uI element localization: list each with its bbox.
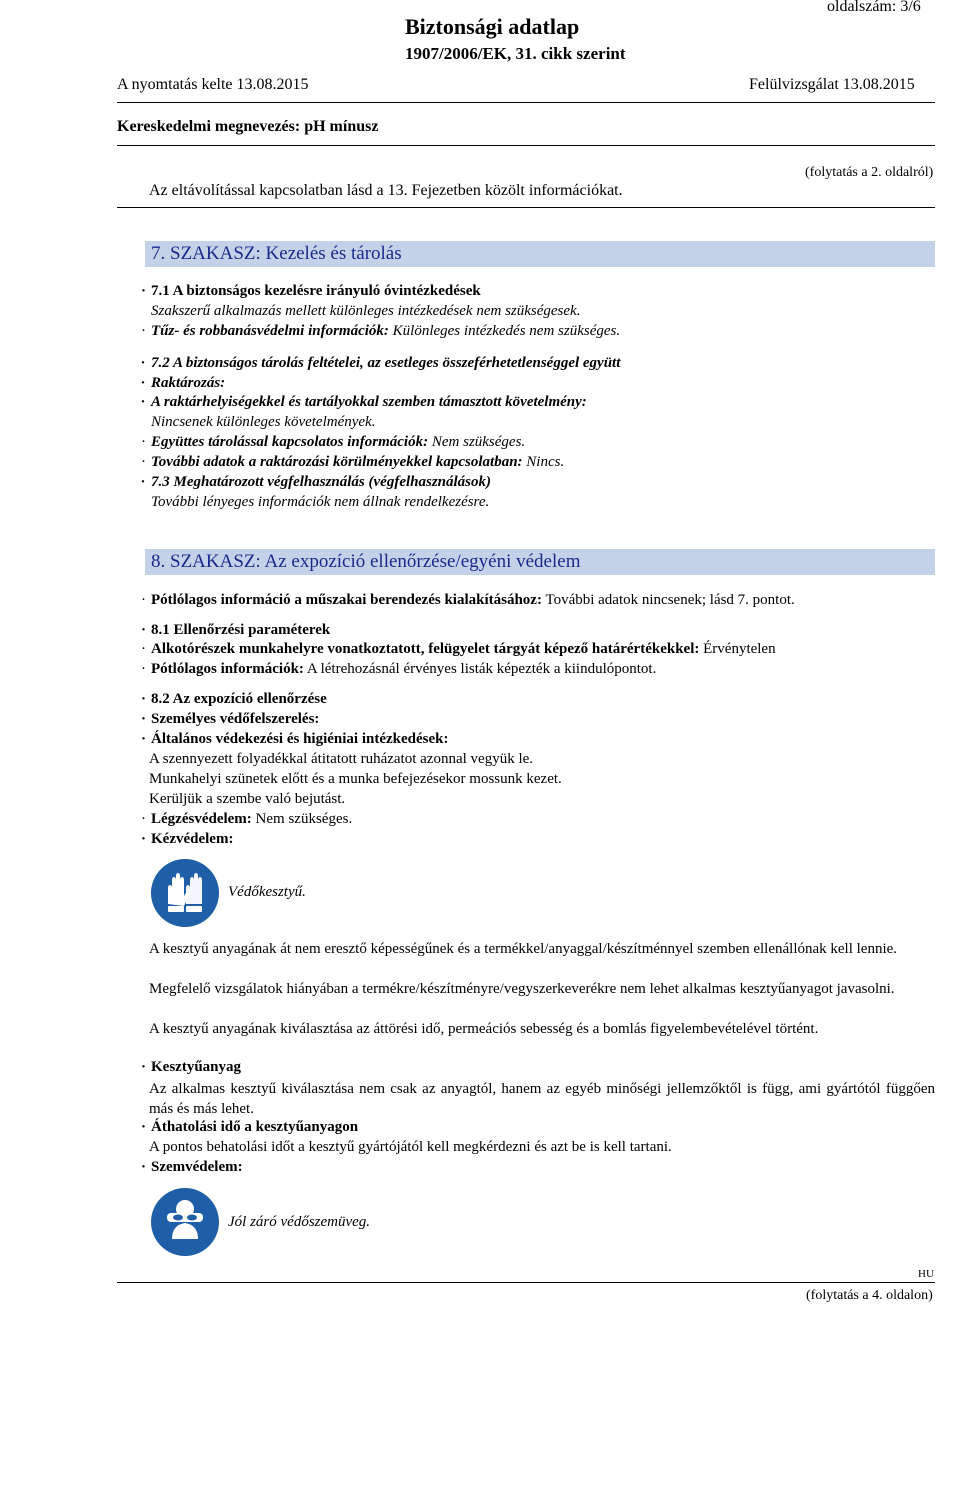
continued-to: (folytatás a 4. oldalon) bbox=[806, 1288, 933, 1303]
continued-from: (folytatás a 2. oldalról) bbox=[805, 165, 934, 180]
storage-label: · Raktározás: bbox=[141, 375, 226, 391]
penetration-text: A pontos behatolási időt a kesztyű gyártójától kell megkérdezni és azt be is kell tartani. bbox=[149, 1139, 672, 1155]
s81-title: · 8.1 Ellenőrzési paraméterek bbox=[141, 622, 331, 638]
additional-info: · Pótlólagos információk: A létrehozásnál érvényes listák képezték a kiindulópontot. bbox=[141, 661, 657, 677]
page-number: oldalszám: 3/6 bbox=[827, 0, 921, 15]
gloves-caption: Védőkesztyű. bbox=[228, 884, 306, 900]
gloves-icon bbox=[150, 858, 220, 928]
general-line-2: Munkahelyi szünetek előtt és a munka befejezésekor mossunk kezet. bbox=[149, 771, 562, 787]
print-date: A nyomtatás kelte 13.08.2015 bbox=[117, 76, 309, 93]
general-line-1: A szennyezett folyadékkal átitatott ruházatot azonnal vegyük le. bbox=[149, 751, 534, 767]
glove-material-label: · Kesztyűanyag bbox=[141, 1059, 241, 1075]
components-limits: · Alkotórészek munkahelyre vonatkoztatott, felügyelet tárgyát képező határértékekkel: Érvénytelen bbox=[141, 641, 776, 657]
trade-name-rule bbox=[117, 145, 935, 146]
glove-paragraph-3: A kesztyű anyagának kiválasztása az áttörési idő, permeációs sebesség és a bomlás figyelembevételével történt. bbox=[149, 1021, 819, 1037]
s82-title: · 8.2 Az expozíció ellenőrzése bbox=[141, 691, 327, 707]
goggles-caption: Jól záró védőszemüveg. bbox=[228, 1214, 371, 1230]
section-8-title: 8. SZAKASZ: Az expozíció ellenőrzése/egyéni védelem bbox=[151, 551, 581, 572]
s72-title: · 7.2 A biztonságos tárolás feltételei, az esetleges összeférhetetlenséggel együtt bbox=[141, 355, 621, 371]
section-7-title: 7. SZAKASZ: Kezelés és tárolás bbox=[151, 243, 402, 264]
engineering-info: · Pótlólagos információ a műszakai berendezés kialakításához: További adatok nincsenek; lásd 7. pontot. bbox=[141, 592, 795, 608]
language-code: HU bbox=[918, 1268, 934, 1280]
s73-text: További lényeges információk nem állnak rendelkezésre. bbox=[151, 494, 490, 510]
disposal-note: Az eltávolítással kapcsolatban lásd a 13. Fejezetben közölt információkat. bbox=[149, 182, 623, 199]
joint-storage: · Együttes tárolással kapcsolatos információk: Nem szükséges. bbox=[141, 434, 526, 450]
s73-title: · 7.3 Meghatározott végfelhasználás (végfelhasználások) bbox=[141, 474, 492, 490]
respiratory-protection: · Légzésvédelem: Nem szükséges. bbox=[141, 811, 353, 827]
s71-title: · 7.1 A biztonságos kezelésre irányuló óvintézkedések bbox=[141, 283, 481, 299]
goggles-icon bbox=[150, 1187, 220, 1257]
glove-paragraph-2: Megfelelő vizsgálatok hiányában a termékre/készítményre/vegyszerkeverékre nem lehet alkalmas kesztyűanyagot javasolni. bbox=[149, 981, 895, 997]
revision-date: Felülvizsgálat 13.08.2015 bbox=[749, 76, 915, 93]
document-subtitle: 1907/2006/EK, 31. cikk szerint bbox=[405, 44, 626, 63]
trade-name: Kereskedelmi megnevezés: pH mínusz bbox=[117, 118, 379, 135]
glove-material-text: Az alkalmas kesztyű kiválasztása nem csak az anyagtól, hanem az egyéb minőségi jellemzőktől is függ, ami gyártótól függően más és más lehet. bbox=[149, 1081, 935, 1117]
hand-protection-label: · Kézvédelem: bbox=[141, 831, 234, 847]
glove-paragraph-1: A kesztyű anyagának át nem eresztő képességűnek és a termékkel/anyaggal/készítménnyel szemben ellenállónak kell lennie. bbox=[149, 941, 898, 957]
fire-info: · Tűz- és robbanásvédelmi információk: Különleges intézkedés nem szükséges. bbox=[141, 323, 621, 339]
penetration-label: · Áthatolási idő a kesztyűanyagon bbox=[141, 1119, 359, 1135]
general-line-3: Kerüljük a szembe való bejutást. bbox=[149, 791, 346, 807]
further-storage: · További adatok a raktározási körülményekkel kapcsolatban: Nincs. bbox=[141, 454, 565, 470]
storage-req-value: Nincsenek különleges követelmények. bbox=[151, 414, 376, 430]
ppe-label: · Személyes védőfelszerelés: bbox=[141, 711, 320, 727]
footer-rule bbox=[117, 1282, 935, 1283]
general-measures-label: · Általános védekezési és higiéniai intézkedések: bbox=[141, 731, 449, 747]
header-rule bbox=[117, 102, 935, 103]
eye-protection-label: · Szemvédelem: bbox=[141, 1159, 243, 1175]
continuation-rule bbox=[117, 207, 935, 208]
storage-req-label: · A raktárhelyiségekkel és tartályokkal szemben támasztott követelmény: bbox=[141, 394, 587, 410]
document-title: Biztonsági adatlap bbox=[405, 14, 580, 39]
s71-text: Szakszerű alkalmazás mellett különleges intézkedések nem szükségesek. bbox=[151, 303, 581, 319]
